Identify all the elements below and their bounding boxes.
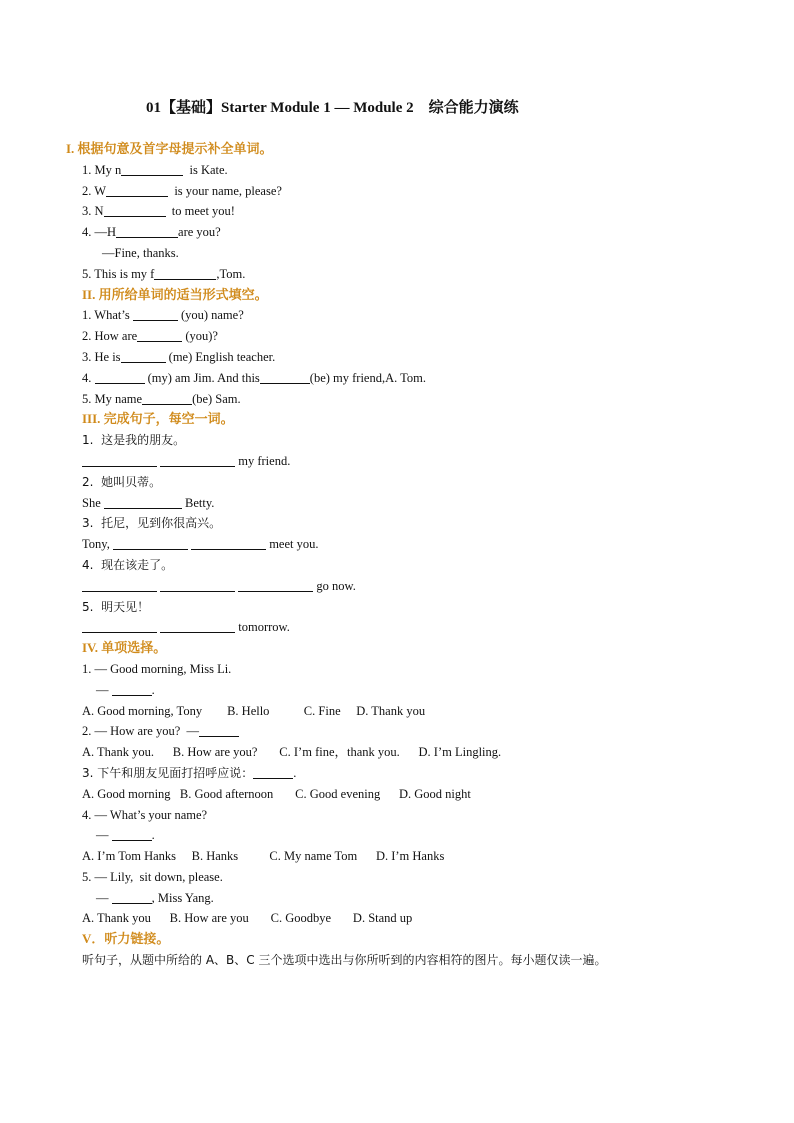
section-3-heading: III. 完成句子，每空一词。 — [82, 411, 234, 427]
answer-blank[interactable] — [121, 162, 183, 176]
answer-blank[interactable] — [112, 890, 152, 904]
s3-question-4-chinese: 4. 现在该走了。 — [82, 557, 174, 572]
s5-instruction: 听句子，从题中所给的 A、B、C 三个选项中选出与你所听到的内容相符的图片。每小题仅读一遍。 — [82, 953, 607, 968]
s4-question-2: 2. — How are you? — — [82, 721, 742, 742]
s3-question-5-english: tomorrow. — [82, 617, 742, 638]
answer-blank[interactable] — [113, 536, 188, 550]
s4-question-1-options: A. Good morning, Tony B. Hello C. Fine D. Thank you — [82, 703, 426, 718]
section-5-heading: V．听力链接。 — [82, 931, 170, 947]
worksheet-body — [66, 139, 742, 971]
s1-question-4-reply: —Fine, thanks. — [102, 245, 179, 260]
answer-blank[interactable] — [133, 307, 178, 321]
answer-blank[interactable] — [137, 328, 182, 342]
s1-question-2: 2. W is your name, please? — [82, 183, 282, 198]
answer-blank[interactable] — [260, 370, 310, 384]
s4-question-4-options: A. I’m Tom Hanks B. Hanks C. My name Tom D. I’m Hanks — [82, 849, 445, 864]
s4-question-3: 3. 下午和朋友见面打招呼应说： . — [82, 765, 297, 780]
answer-blank[interactable] — [95, 370, 145, 384]
document-title: 01【基础】Starter Module 1 — Module 2 综合能力演练 — [146, 100, 519, 116]
answer-blank[interactable] — [238, 578, 313, 592]
s3-question-5-chinese: 5. 明天见！ — [82, 599, 150, 614]
s1-question-1: 1. My n is Kate. — [82, 162, 228, 177]
answer-blank[interactable] — [154, 266, 216, 280]
section-1-heading: I. 根据句意及首字母提示补全单词。 — [66, 141, 273, 156]
answer-blank[interactable] — [112, 682, 152, 696]
answer-blank[interactable] — [116, 224, 178, 238]
answer-blank[interactable] — [142, 391, 192, 405]
answer-blank[interactable] — [104, 495, 182, 509]
answer-blank[interactable] — [253, 765, 293, 779]
s3-question-2-chinese: 2. 她叫贝蒂。 — [82, 474, 162, 489]
s3-question-4-english: go now. — [82, 576, 742, 597]
answer-blank[interactable] — [104, 203, 166, 217]
answer-blank[interactable] — [160, 578, 235, 592]
s2-question-4: 4. (my) am Jim. And this (be) my friend,A. Tom. — [82, 370, 427, 385]
s2-question-2: 2. How are (you)? — [82, 329, 218, 344]
s3-question-3-chinese: 3. 托尼，见到你很高兴。 — [82, 516, 222, 531]
s3-question-2-english: She Betty. — [82, 495, 215, 510]
s3-question-1-chinese: 1. 这是我的朋友。 — [82, 433, 186, 448]
answer-blank[interactable] — [121, 349, 166, 363]
answer-blank[interactable] — [191, 536, 266, 550]
answer-blank[interactable] — [160, 619, 235, 633]
s4-question-5: 5. — Lily, sit down, please. — [82, 869, 223, 884]
s3-question-3-english: Tony, meet you. — [82, 537, 319, 552]
answer-blank[interactable] — [82, 453, 157, 467]
s4-question-2-options: A. Thank you. B. How are you? C. I’m fine，thank you. D. I’m Lingling. — [82, 745, 502, 760]
s4-question-3-options: A. Good morning B. Good afternoon C. Good evening D. Good night — [82, 786, 471, 801]
section-2-heading: II. 用所给单词的适当形式填空。 — [82, 286, 268, 302]
s4-question-4-reply: — . — [96, 828, 155, 843]
s4-question-1: 1. — Good morning, Miss Li. — [82, 661, 232, 676]
s2-question-3: 3. He is (me) English teacher. — [82, 349, 276, 364]
section-4-heading: IV. 单项选择。 — [82, 640, 167, 656]
answer-blank[interactable] — [112, 827, 152, 841]
s3-question-1-english: my friend. — [82, 451, 742, 472]
answer-blank[interactable] — [82, 619, 157, 633]
s4-question-5-reply: — , Miss Yang. — [96, 890, 214, 905]
answer-blank[interactable] — [106, 183, 168, 197]
s4-question-1-reply: — . — [96, 682, 155, 697]
s1-question-5: 5. This is my f ,Tom. — [82, 266, 246, 281]
s4-question-4: 4. — What’s your name? — [82, 807, 208, 822]
s1-question-4: 4. —H are you? — [82, 225, 221, 240]
answer-blank[interactable] — [199, 723, 239, 737]
s4-question-5-options: A. Thank you B. How are you C. Goodbye D. Stand up — [82, 911, 413, 926]
answer-blank[interactable] — [82, 578, 157, 592]
answer-blank[interactable] — [160, 453, 235, 467]
s2-question-5: 5. My name (be) Sam. — [82, 391, 241, 406]
s2-question-1: 1. What’s (you) name? — [82, 308, 244, 323]
s1-question-3: 3. N to meet you! — [82, 204, 235, 219]
